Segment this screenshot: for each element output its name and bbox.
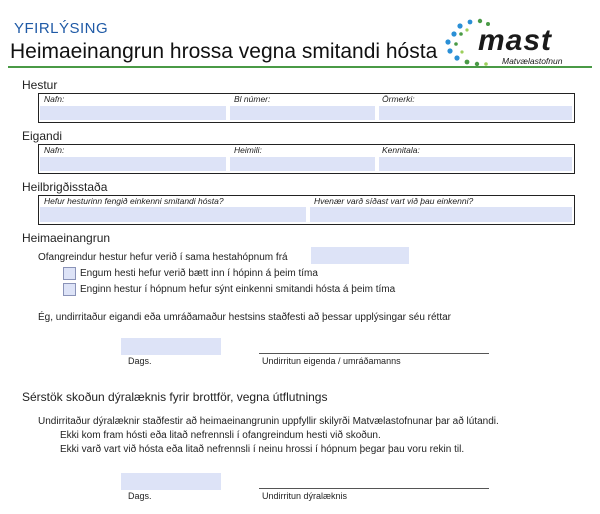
- microchip-label: Örmerki:: [382, 94, 415, 104]
- heilbrigdi-table: [38, 195, 575, 225]
- registration-number-field[interactable]: [230, 106, 375, 120]
- section-vet-heading: Sérstök skoðun dýralæknis fyrir brottför, vegna útflutnings: [22, 390, 328, 404]
- same-group-since-label: Ofangreindur hestur hefur verið í sama hestahópnum frá: [38, 252, 288, 263]
- document-kicker: YFIRLÝSING: [14, 20, 109, 37]
- section-hestur-heading: Hestur: [22, 78, 58, 92]
- owner-statement: Ég, undirritaður eigandi eða umráðamaður hestsins staðfesti að þessar upplýsingar séu réttar: [38, 312, 452, 323]
- symptoms-answer-field[interactable]: [40, 207, 306, 222]
- vet-statement-line-1: Undirritaður dýralæknir staðfestir að heimaeinangrunin uppfyllir skilyrði Matvælastofnunar þar að lútandi.: [38, 416, 499, 427]
- vet-statement-line-2: Ekki kom fram hósti eða litað nefrennsli í ofangreindum hesti við skoðun.: [60, 430, 381, 441]
- owner-date-label: Dags.: [128, 356, 152, 366]
- horse-name-label: Nafn:: [44, 94, 65, 104]
- owner-address-label: Heimili:: [234, 145, 262, 155]
- horse-name-field[interactable]: [40, 106, 226, 120]
- owner-signature-line[interactable]: [259, 353, 489, 354]
- section-heilbrigdi-heading: Heilbrigðisstaða: [22, 180, 108, 194]
- no-symptoms-checkbox[interactable]: [63, 283, 76, 296]
- vet-statement-line-3: Ekki varð vart við hósta eða litað nefrennsli í neinu hrossi í hópnum þegar þau voru rekin til.: [60, 444, 465, 455]
- owner-id-field[interactable]: [379, 157, 572, 171]
- no-new-horse-label: Engum hesti hefur verið bætt inn í hópinn á þeim tíma: [80, 268, 318, 279]
- eigandi-table: [38, 144, 575, 174]
- vet-date-field[interactable]: [121, 473, 221, 490]
- last-symptoms-question-label: Hvenær varð síðast vart við þau einkenni?: [314, 196, 474, 206]
- symptoms-question-label: Hefur hesturinn fengið einkenni smitandi hósta?: [44, 196, 224, 206]
- section-heimaeinangrun-heading: Heimaeinangrun: [22, 231, 111, 245]
- no-symptoms-label: Enginn hestur í hópnum hefur sýnt einkenni smitandi hósta á þeim tíma: [80, 284, 396, 295]
- vet-signature-line[interactable]: [259, 488, 489, 489]
- mast-logo: [440, 12, 590, 70]
- owner-signature-label: Undirritun eigenda / umráðamanns: [262, 356, 401, 366]
- owner-date-field[interactable]: [121, 338, 221, 355]
- logo-wordmark: mast: [478, 24, 553, 57]
- same-group-since-date-field[interactable]: [311, 247, 409, 264]
- section-eigandi-heading: Eigandi: [22, 129, 63, 143]
- hestur-table: [38, 93, 575, 123]
- owner-address-field[interactable]: [230, 157, 375, 171]
- registration-number-label: Bl númer:: [234, 94, 271, 104]
- page-title: Heimaeinangrun hrossa vegna smitandi hósta: [10, 40, 438, 63]
- microchip-field[interactable]: [379, 106, 572, 120]
- vet-date-label: Dags.: [128, 491, 152, 501]
- no-new-horse-checkbox[interactable]: [63, 267, 76, 280]
- owner-id-label: Kennitala:: [382, 145, 420, 155]
- vet-signature-label: Undirritun dýralæknis: [262, 491, 348, 501]
- last-symptoms-date-field[interactable]: [310, 207, 572, 222]
- owner-name-field[interactable]: [40, 157, 226, 171]
- owner-name-label: Nafn:: [44, 145, 65, 155]
- logo-subtitle: Matvælastofnun: [502, 56, 563, 66]
